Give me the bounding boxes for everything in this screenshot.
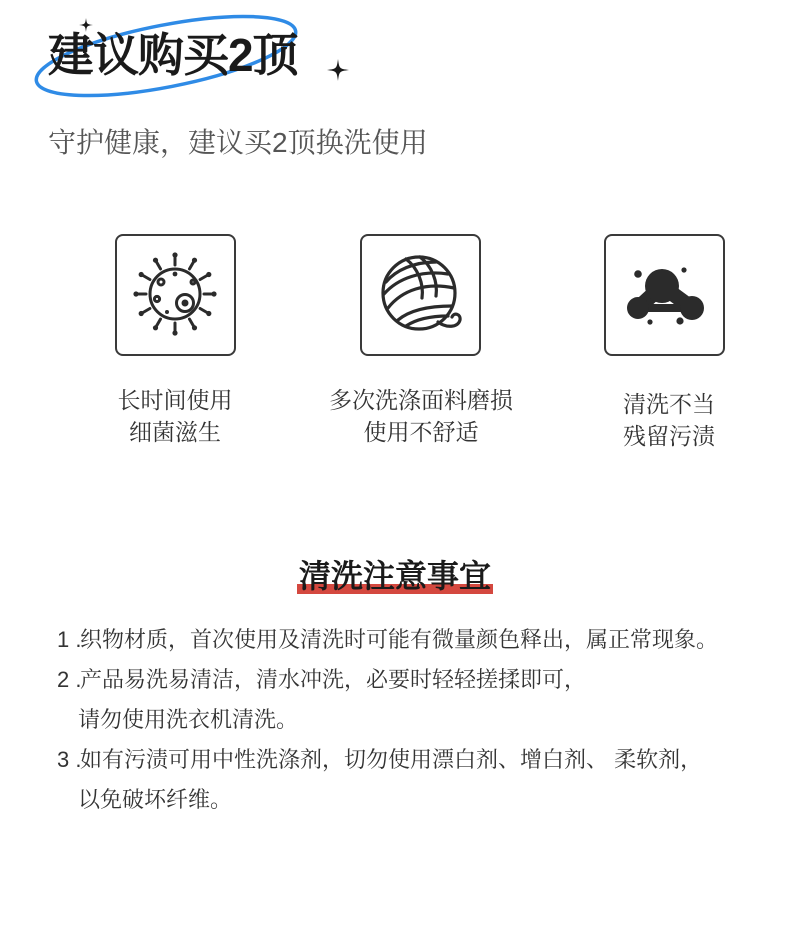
care-item-text: 织物材质，首次使用及清洗时可能有微量颜色释出，属正常现象。 — [80, 627, 719, 652]
reason-label-bacteria — [55, 384, 295, 448]
yarn-ball-icon — [362, 236, 479, 354]
bacteria-icon — [117, 236, 234, 354]
care-item-2 — [57, 660, 777, 700]
care-item-text: 产品易洗易清洁，清水冲洗，必要时轻轻搓揉即可， — [80, 667, 587, 692]
care-item-1 — [57, 620, 777, 660]
page-title: 建议购买2顶 — [48, 29, 298, 81]
stain-icon — [606, 236, 723, 354]
page-subtitle: 守护健康，建议买2顶换洗使用 — [48, 127, 428, 158]
reason-label-line: 长时间使用 — [117, 387, 233, 413]
sparkle-large-icon — [327, 59, 349, 81]
reason-card-yarn — [360, 234, 481, 356]
reason-label-line: 多次洗涤面料磨损 — [329, 387, 513, 413]
care-item-text: 如有污渍可用中性洗涤剂，切勿使用漂白剂、增白剂、 柔软剂， — [80, 747, 703, 772]
reason-label-stain — [549, 388, 789, 452]
care-item-2-continued: 请勿使用洗衣机清洗。 — [78, 707, 299, 732]
reason-card-stain — [604, 234, 725, 356]
care-item-number: 2 . — [57, 667, 82, 692]
reason-label-line: 细菌滋生 — [129, 419, 221, 445]
care-list — [57, 620, 777, 820]
care-item-number: 1 . — [57, 627, 82, 652]
care-section-header — [0, 554, 790, 598]
reason-label-line: 清洗不当 — [623, 391, 715, 417]
reason-card-bacteria — [115, 234, 236, 356]
care-item-number: 3 . — [57, 747, 82, 772]
reason-label-line: 使用不舒适 — [363, 419, 479, 445]
reason-label-line: 残留污渍 — [623, 423, 715, 449]
care-item-3 — [57, 740, 777, 780]
care-heading — [299, 554, 491, 598]
care-heading-text: 清洗注意事宜 — [298, 558, 491, 594]
reason-label-yarn — [301, 384, 541, 448]
care-item-3-continued: 以免破坏纤维。 — [78, 787, 233, 812]
